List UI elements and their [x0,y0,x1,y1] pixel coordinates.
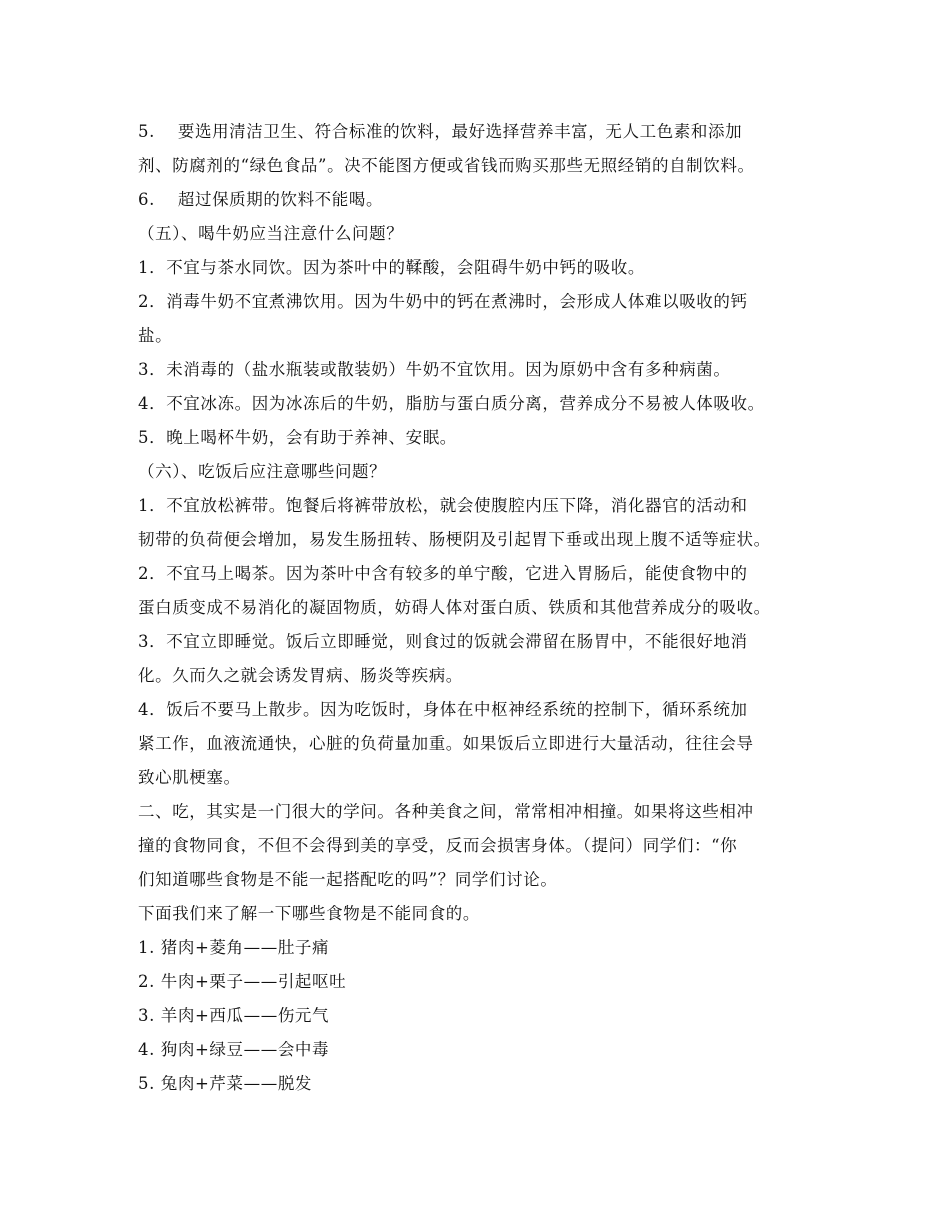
text-line: 5. 要选用清洁卫生、符合标准的饮料，最好选择营养丰富，无人工色素和添加 [138,122,743,141]
text-line: 4．不宜冰冻。因为冰冻后的牛奶，脂肪与蛋白质分离，营养成分不易被人体吸收。 [138,394,765,413]
text-line: 2．消毒牛奶不宜煮沸饮用。因为牛奶中的钙在煮沸时，会形成人体难以吸收的钙 [138,292,748,311]
document-body [138,115,828,1101]
text-line: 3．不宜立即睡觉。饭后立即睡觉，则食过的饭就会滞留在肠胃中，不能很好地消 [138,632,748,651]
text-line: 剂、防腐剂的“绿色食品”。决不能图方便或省钱而购买那些无照经销的自制饮料。 [138,156,755,175]
list-item: 2. 牛肉+栗子——引起呕吐 [138,972,347,991]
section-heading: （五）、喝牛奶应当注意什么问题？ [138,224,404,243]
text-line: 2．不宜马上喝茶。因为茶叶中含有较多的单宁酸，它进入胃肠后，能使食物中的 [138,564,748,583]
text-line: 们知道哪些食物是不能一起搭配吃的吗”？同学们讨论。 [138,870,558,889]
text-line: 撞的食物同食，不但不会得到美的享受，反而会损害身体。（提问）同学们：“你 [138,836,738,855]
text-line: 4．饭后不要马上散步。因为吃饭时，身体在中枢神经系统的控制下，循环系统加 [138,700,748,719]
text-line: 紧工作，血液流通快，心脏的负荷量加重。如果饭后立即进行大量活动，往往会导 [138,734,754,753]
list-item: 4. 狗肉+绿豆——会中毒 [138,1040,330,1059]
text-line: 致心肌梗塞。 [138,768,241,787]
text-line: 5．晚上喝杯牛奶，会有助于养神、安眠。 [138,428,457,447]
section-heading: （六）、吃饭后应注意哪些问题？ [138,462,387,481]
list-item: 3. 羊肉+西瓜——伤元气 [138,1006,330,1025]
text-line: 化。久而久之就会诱发胃病、肠炎等疾病。 [138,666,463,685]
text-line: 二、吃，其实是一门很大的学问。各种美食之间，常常相冲相撞。如果将这些相冲 [138,802,754,821]
text-line: 盐。 [138,326,173,345]
text-line: 1．不宜与茶水同饮。因为茶叶中的鞣酸，会阻碍牛奶中钙的吸收。 [138,258,645,277]
text-line: 1．不宜放松裤带。饱餐后将裤带放松，就会使腹腔内压下降，消化器官的活动和 [138,496,748,515]
text-line: 下面我们来了解一下哪些食物是不能同食的。 [138,904,480,923]
list-item: 1. 猪肉+菱角——肚子痛 [138,938,330,957]
text-line: 6. 超过保质期的饮料不能喝。 [138,190,384,209]
list-item: 5. 兔肉+芹菜——脱发 [138,1074,313,1093]
text-line: 蛋白质变成不易消化的凝固物质，妨碍人体对蛋白质、铁质和其他营养成分的吸收。 [138,598,771,617]
text-line: 3．未消毒的（盐水瓶装或散装奶）牛奶不宜饮用。因为原奶中含有多种病菌。 [138,360,731,379]
text-line: 韧带的负荷便会增加，易发生肠扭转、肠梗阴及引起胃下垂或出现上腹不适等症状。 [138,530,771,549]
